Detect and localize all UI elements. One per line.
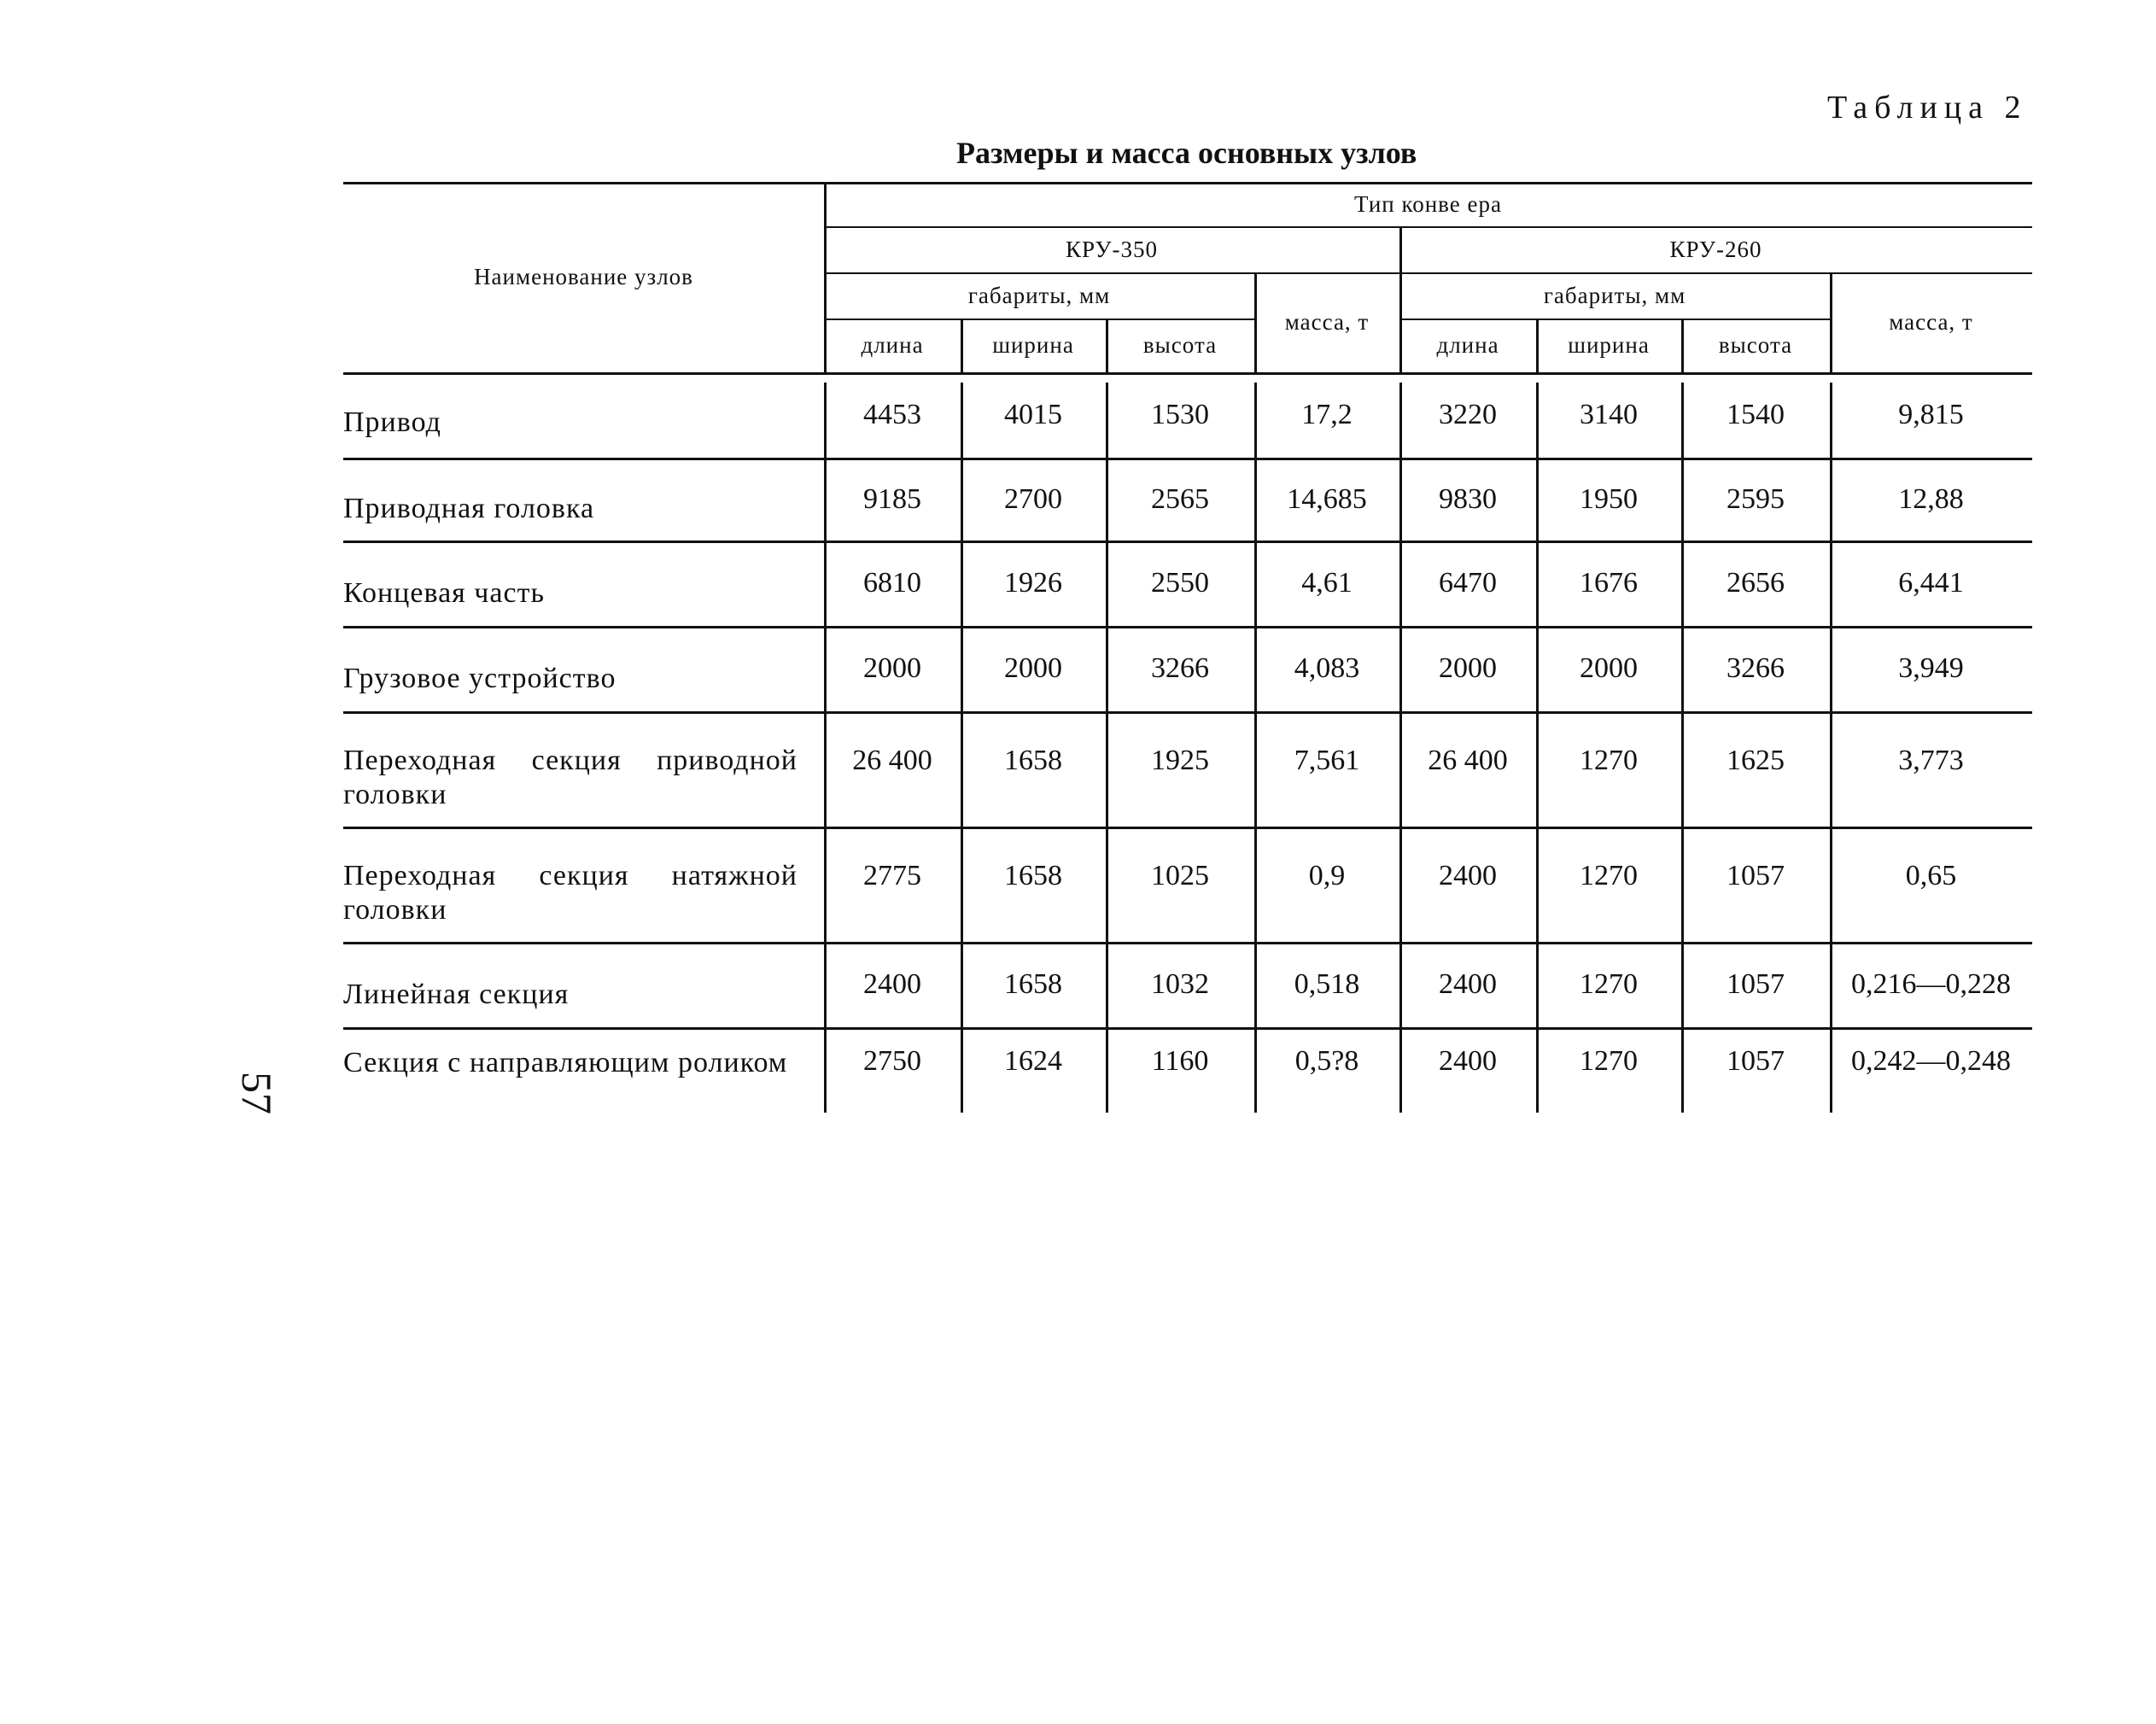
cell-length-kru350: 2775 [863, 860, 921, 891]
cell-height-kru260: 1057 [1727, 968, 1785, 1000]
cell-height-kru260: 2595 [1727, 482, 1785, 515]
header-length: длина [861, 332, 924, 358]
header-model-kru260: КРУ-260 [1669, 236, 1762, 262]
cell-length-kru260: 2400 [1439, 1045, 1497, 1077]
row-name: Приводная головка [343, 493, 595, 524]
cell-mass-kru260: 0,65 [1905, 860, 1957, 891]
row-name: Переходная секция натяжной головки [343, 860, 798, 926]
row-name: Линейная секция [343, 979, 570, 1010]
cell-height-kru260: 1540 [1727, 399, 1785, 430]
cell-mass-kru350: 7,561 [1294, 745, 1360, 776]
cell-height-kru350: 1032 [1151, 968, 1209, 1000]
cell-height-kru350: 1530 [1151, 399, 1209, 430]
cell-height-kru350: 1925 [1151, 745, 1209, 776]
cell-height-kru260: 1057 [1727, 860, 1785, 891]
cell-height-kru260: 1625 [1727, 745, 1785, 776]
header-model-kru350: КРУ-350 [1066, 236, 1158, 262]
cell-length-kru260: 6470 [1439, 567, 1497, 599]
header-mass-kru350: масса, т [1284, 309, 1370, 335]
row-separator [343, 827, 2032, 829]
cell-height-kru350: 1025 [1151, 860, 1209, 891]
cell-mass-kru260: 3,773 [1898, 745, 1964, 776]
header-conveyor-type: Тип конве ера [1354, 190, 1502, 217]
cell-width-kru260: 1270 [1580, 860, 1638, 891]
header-dimensions-kru350: габариты, мм [967, 282, 1111, 308]
cell-width-kru350: 4015 [1004, 399, 1062, 430]
cell-length-kru350: 6810 [863, 567, 921, 599]
cell-length-kru350: 26 400 [852, 745, 932, 776]
cell-width-kru260: 1950 [1580, 482, 1638, 515]
cell-width-kru260: 1270 [1580, 1045, 1638, 1077]
header-height: высота [1142, 332, 1218, 358]
cell-width-kru260: 3140 [1580, 399, 1638, 430]
cell-length-kru260: 9830 [1439, 482, 1497, 515]
cell-height-kru350: 1160 [1151, 1045, 1209, 1077]
cell-width-kru350: 1658 [1004, 745, 1062, 776]
cell-height-kru350: 3266 [1151, 652, 1209, 684]
cell-mass-kru260: 0,242—0,248 [1851, 1045, 2011, 1077]
page-number: 57 [233, 1072, 281, 1114]
cell-mass-kru350: 0,9 [1308, 860, 1346, 891]
cell-length-kru350: 2400 [863, 968, 921, 1000]
cell-length-kru350: 4453 [863, 399, 921, 430]
cell-mass-kru260: 9,815 [1898, 399, 1964, 430]
cell-height-kru260: 2656 [1727, 567, 1785, 599]
cell-mass-kru260: 12,88 [1898, 482, 1964, 515]
cell-width-kru350: 2700 [1004, 482, 1062, 515]
cell-width-kru350: 1926 [1004, 567, 1062, 599]
cell-height-kru260: 1057 [1727, 1045, 1785, 1077]
table-title: Размеры и масса основных узлов [956, 136, 1417, 170]
row-name: Привод [343, 406, 441, 438]
cell-mass-kru350: 17,2 [1301, 399, 1353, 430]
cell-length-kru260: 2000 [1439, 652, 1497, 684]
header-name-column: Наименование узлов [474, 264, 693, 289]
cell-mass-kru260: 6,441 [1898, 567, 1964, 599]
row-separator [343, 711, 2032, 714]
cell-mass-kru260: 3,949 [1898, 652, 1964, 684]
row-name: Грузовое устройство [343, 663, 616, 694]
table-label: Таблица 2 [1827, 90, 2028, 126]
cell-length-kru260: 2400 [1439, 860, 1497, 891]
row-name: Переходная секция приводной головки [343, 745, 798, 810]
row-separator [343, 1027, 2032, 1030]
cell-length-kru350: 9185 [863, 482, 921, 515]
cell-width-kru260: 1270 [1580, 745, 1638, 776]
cell-length-kru260: 2400 [1439, 968, 1497, 1000]
header-length: длина [1436, 332, 1499, 358]
header-width: ширина [1568, 332, 1650, 358]
cell-length-kru260: 3220 [1439, 399, 1497, 430]
cell-width-kru350: 1658 [1004, 968, 1062, 1000]
cell-height-kru350: 2550 [1151, 567, 1209, 599]
row-name: Концевая часть [343, 577, 545, 609]
row-name: Секция с направляющим роликом [343, 1047, 788, 1078]
cell-mass-kru350: 4,61 [1301, 567, 1353, 599]
cell-width-kru260: 2000 [1580, 652, 1638, 684]
cell-width-kru260: 1676 [1580, 567, 1638, 599]
cell-height-kru350: 2565 [1151, 482, 1209, 515]
data-table [343, 182, 2032, 1113]
cell-mass-kru350: 0,518 [1294, 968, 1360, 1000]
cell-width-kru350: 1658 [1004, 860, 1062, 891]
cell-length-kru350: 2750 [863, 1045, 921, 1077]
cell-width-kru260: 1270 [1580, 968, 1638, 1000]
cell-mass-kru260: 0,216—0,228 [1851, 968, 2011, 1000]
header-mass-kru260: масса, т [1889, 309, 1973, 335]
header-height: высота [1718, 332, 1793, 358]
header-dimensions-kru260: габариты, мм [1543, 282, 1686, 308]
cell-mass-kru350: 14,685 [1287, 482, 1367, 515]
cell-width-kru350: 2000 [1004, 652, 1062, 684]
cell-length-kru350: 2000 [863, 652, 921, 684]
cell-length-kru260: 26 400 [1428, 745, 1508, 776]
header-width: ширина [992, 332, 1074, 358]
cell-mass-kru350: 0,5?8 [1294, 1045, 1359, 1077]
cell-height-kru260: 3266 [1727, 652, 1785, 684]
cell-width-kru350: 1624 [1004, 1045, 1062, 1077]
cell-mass-kru350: 4,083 [1294, 652, 1360, 684]
